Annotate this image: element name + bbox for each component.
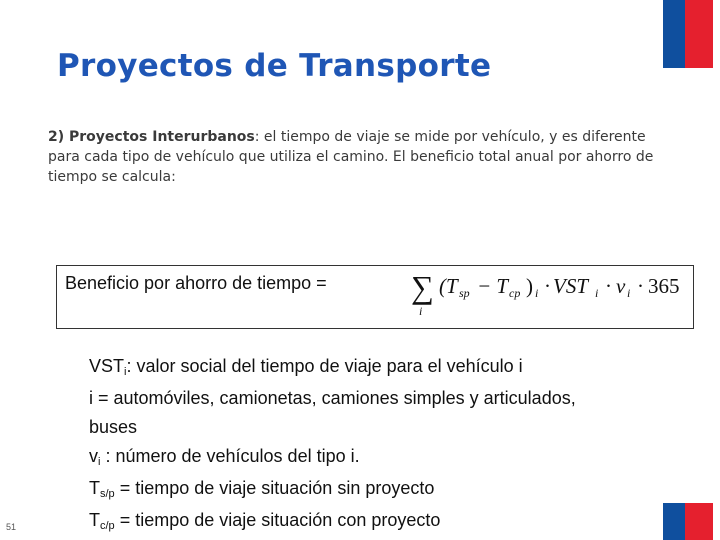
flag-blue-band xyxy=(663,0,685,68)
vst-symbol: VST xyxy=(89,356,125,376)
formula-vst: VST xyxy=(553,274,589,298)
summation-symbol: ∑ xyxy=(411,269,434,305)
slide-title: Proyectos de Transporte xyxy=(57,48,492,84)
vst-description: : valor social del tiempo de viaje para el vehículo i xyxy=(126,356,523,376)
flag-decoration-top xyxy=(663,0,713,68)
flag-decoration-bottom xyxy=(663,503,713,540)
definitions-list xyxy=(89,352,576,538)
formula-sub-i3: i xyxy=(627,286,631,300)
tcp-subscript: c/p xyxy=(100,520,115,532)
v-description: : número de vehículos del tipo i. xyxy=(100,446,360,466)
formula-dot-3: · xyxy=(637,274,644,298)
flag-blue-band xyxy=(663,503,685,540)
tcp-description: = tiempo de viaje situación con proyecto xyxy=(114,510,441,530)
v-subscript: i xyxy=(98,456,101,468)
formula-label: Beneficio por ahorro de tiempo = xyxy=(65,273,327,293)
formula-sub-cp: cp xyxy=(509,286,521,300)
intro-text: : el tiempo de viaje se mide por vehículo, y es diferente para cada tipo de vehículo que utiliza el camino. El beneficio total anual por ahorro de tiempo se calcula: xyxy=(48,129,654,185)
flag-red-band xyxy=(685,503,713,540)
definition-tcp xyxy=(89,506,576,538)
page-number: 51 xyxy=(6,522,17,532)
formula-open-T: (T xyxy=(439,274,458,298)
definition-i: i = automóviles, camionetas, camiones simples y articulados, xyxy=(89,388,576,408)
vst-subscript: i xyxy=(124,366,127,378)
formula-sub-i1: i xyxy=(535,286,539,300)
formula-sub-sp: sp xyxy=(459,286,470,300)
flag-red-band xyxy=(685,0,713,68)
intro-paragraph xyxy=(48,127,678,187)
formula-dot-2: · xyxy=(605,274,612,298)
formula-dot-1: · xyxy=(544,274,551,298)
definition-v xyxy=(89,442,576,474)
formula-factor: 365 xyxy=(648,274,680,298)
formula-box xyxy=(56,265,694,329)
tcp-symbol: T xyxy=(89,510,100,530)
intro-lead: 2) Proyectos Interurbanos xyxy=(48,129,255,145)
formula-v: v xyxy=(616,274,626,298)
summation-index: i xyxy=(419,304,423,318)
formula-close-paren: ) xyxy=(526,274,533,298)
tsp-subscript: s/p xyxy=(100,488,115,500)
formula-minus-T: − T xyxy=(477,274,509,298)
formula-sub-i2: i xyxy=(595,286,599,300)
tsp-symbol: T xyxy=(89,478,100,498)
v-symbol: v xyxy=(89,446,98,466)
definition-vst xyxy=(89,352,576,384)
definition-tsp xyxy=(89,474,576,506)
tsp-description: = tiempo de viaje situación sin proyecto xyxy=(114,478,435,498)
formula-equation xyxy=(405,266,695,328)
definition-i-continued: buses xyxy=(89,417,138,437)
